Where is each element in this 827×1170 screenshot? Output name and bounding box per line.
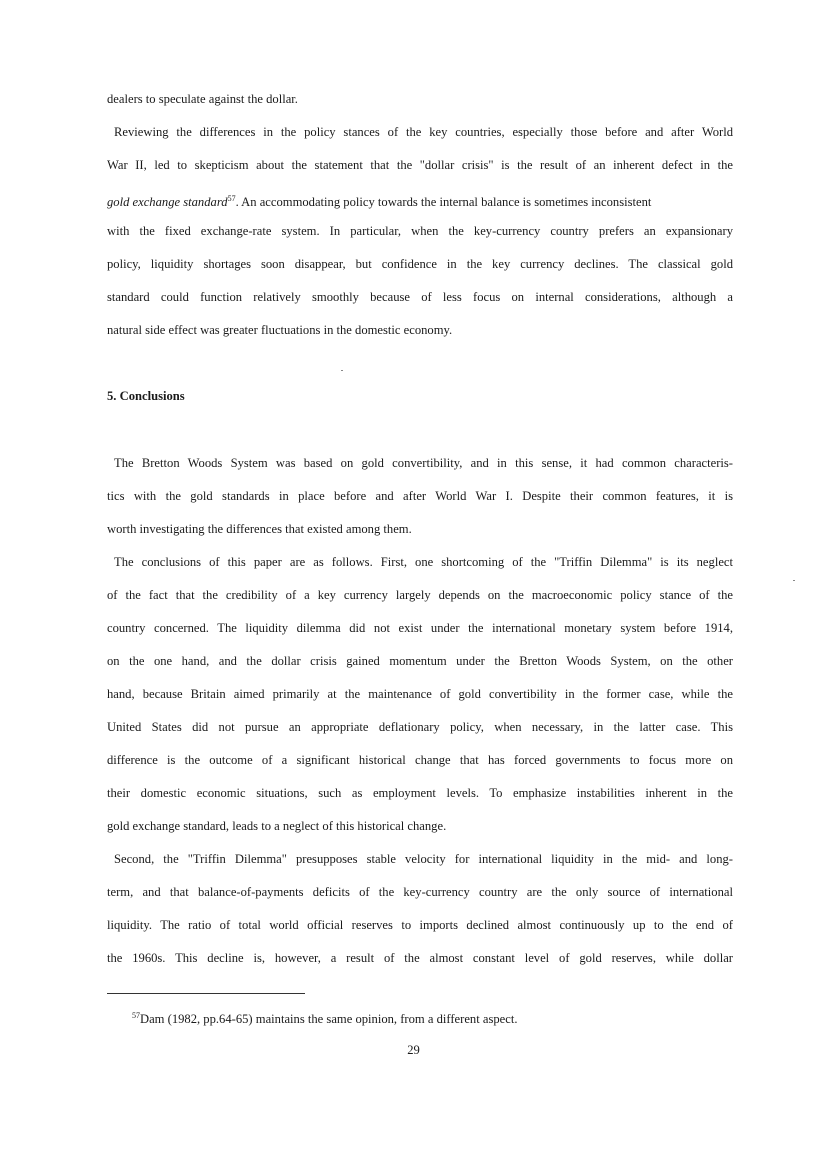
text-line: War II, led to skepticism about the statement that the "dollar crisis" is the result of an inherent defect in the <box>107 158 733 172</box>
footnote-reference: 57 <box>227 194 236 203</box>
text-line: natural side effect was greater fluctuations in the domestic economy. <box>107 323 453 337</box>
text-line: liquidity. The ratio of total world official reserves to imports declined almost continuously up to the end of <box>107 918 733 932</box>
footnote <box>132 1008 517 1027</box>
text-line: standard could function relatively smoothly because of less focus on internal considerations, although a <box>107 290 733 304</box>
italic-term: gold exchange standard <box>107 195 228 209</box>
text-line <box>107 191 733 210</box>
footnote-number: 57 <box>132 1011 140 1020</box>
text-line: policy, liquidity shortages soon disappear, but confidence in the key currency declines. The classical gold <box>107 257 733 271</box>
section-heading: 5. Conclusions <box>107 389 185 403</box>
text-line: Reviewing the differences in the policy stances of the key countries, especially those before and after World <box>114 125 733 139</box>
intro-paragraph-end: dealers to speculate against the dollar. <box>107 92 298 106</box>
text-line: their domestic economic situations, such as employment levels. To emphasize instabilities inherent in the <box>107 786 733 800</box>
text-line: on the one hand, and the dollar crisis gained momentum under the Bretton Woods System, on the other <box>107 654 733 668</box>
text-line: The Bretton Woods System was based on gold convertibility, and in this sense, it had common characteris- <box>114 456 733 470</box>
scan-speck <box>793 580 795 581</box>
text-line: country concerned. The liquidity dilemma did not exist under the international monetary system before 1914, <box>107 621 733 635</box>
text-line: the 1960s. This decline is, however, a result of the almost constant level of gold reserves, while dollar <box>107 951 733 965</box>
scan-speck <box>341 370 343 371</box>
text-line: hand, because Britain aimed primarily at the maintenance of gold convertibility in the former case, while the <box>107 687 733 701</box>
text-line: The conclusions of this paper are as follows. First, one shortcoming of the "Triffin Dilemma" is its neglect <box>114 555 733 569</box>
page-number: 29 <box>407 1043 420 1057</box>
text-line: gold exchange standard, leads to a neglect of this historical change. <box>107 819 447 833</box>
text-line: worth investigating the differences that existed among them. <box>107 522 412 536</box>
text-line: United States did not pursue an appropriate deflationary policy, when necessary, in the latter case. This <box>107 720 733 734</box>
text-line: tics with the gold standards in place before and after World War I. Despite their common features, it is <box>107 489 733 503</box>
text-line: Second, the "Triffin Dilemma" presupposes stable velocity for international liquidity in the mid- and long- <box>114 852 733 866</box>
text-line: difference is the outcome of a significant historical change that has forced governments to focus more on <box>107 753 733 767</box>
footnote-rule <box>107 993 305 994</box>
footnote-text: Dam (1982, pp.64-65) maintains the same opinion, from a different aspect. <box>140 1012 518 1026</box>
text-span: . An accommodating policy towards the internal balance is sometimes inconsistent <box>235 195 652 209</box>
text-line: with the fixed exchange-rate system. In particular, when the key-currency country prefers an expansionary <box>107 224 733 238</box>
text-line: of the fact that the credibility of a key currency largely depends on the macroeconomic policy stance of the <box>107 588 733 602</box>
text-line: term, and that balance-of-payments deficits of the key-currency country are the only source of international <box>107 885 733 899</box>
